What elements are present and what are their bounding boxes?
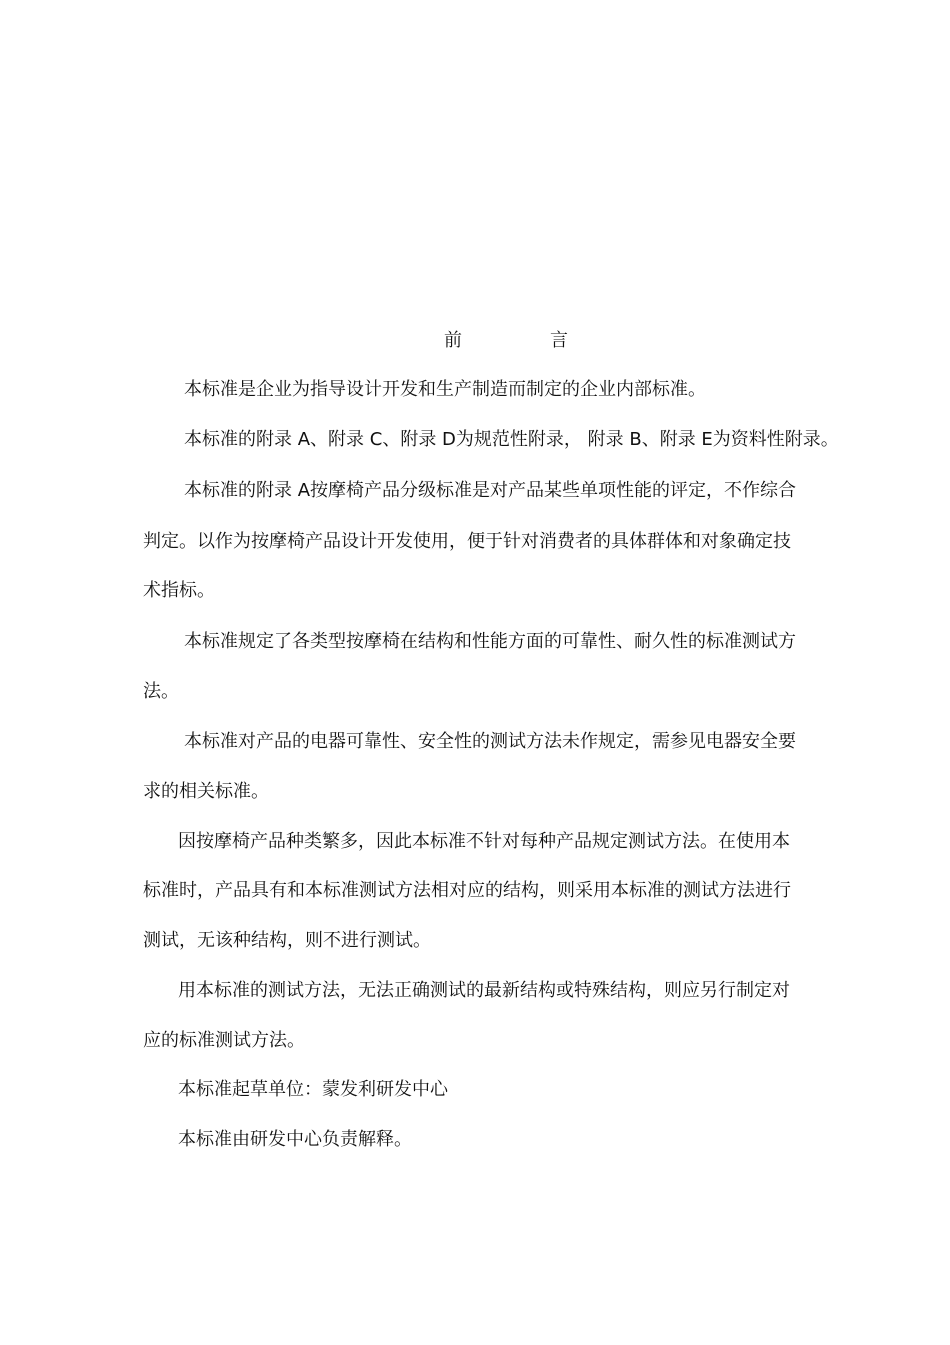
paragraph-line: 本标准规定了各类型按摩椅在结构和性能方面的可靠性、耐久性的标准测试方 xyxy=(184,631,796,652)
paragraph-line: 术指标。 xyxy=(143,580,215,601)
paragraph-line: 本标准由研发中心负责解释。 xyxy=(178,1129,412,1150)
page-title xyxy=(0,329,950,353)
paragraph-line: 应的标准测试方法。 xyxy=(143,1030,305,1051)
paragraph-line: 测试，无该种结构，则不进行测试。 xyxy=(143,930,431,951)
paragraph-line: 用本标准的测试方法，无法正确测试的最新结构或特殊结构，则应另行制定对 xyxy=(178,980,790,1001)
paragraph-line: 本标准的附录 A按摩椅产品分级标准是对产品某些单项性能的评定，不作综合 xyxy=(184,480,797,501)
paragraph-line: 法。 xyxy=(143,681,179,702)
paragraph-line: 因按摩椅产品种类繁多，因此本标准不针对每种产品规定测试方法。在使用本 xyxy=(178,831,790,852)
title-char-1: 前 xyxy=(444,330,462,351)
paragraph-line: 本标准是企业为指导设计开发和生产制造而制定的企业内部标准。 xyxy=(184,379,706,400)
title-char-2: 言 xyxy=(550,330,568,351)
paragraph-line: 本标准起草单位：蒙发利研发中心 xyxy=(178,1079,448,1100)
paragraph-line: 本标准对产品的电器可靠性、安全性的测试方法未作规定，需参见电器安全要 xyxy=(184,731,796,752)
paragraph-line: 求的相关标准。 xyxy=(143,781,269,802)
paragraph-line: 本标准的附录 A、附录 C、附录 D为规范性附录， 附录 B、附录 E为资料性附录。 xyxy=(184,429,839,450)
paragraph-line: 判定。以作为按摩椅产品设计开发使用，便于针对消费者的具体群体和对象确定技 xyxy=(143,531,791,552)
paragraph-line: 标准时，产品具有和本标准测试方法相对应的结构，则采用本标准的测试方法进行 xyxy=(143,880,791,901)
